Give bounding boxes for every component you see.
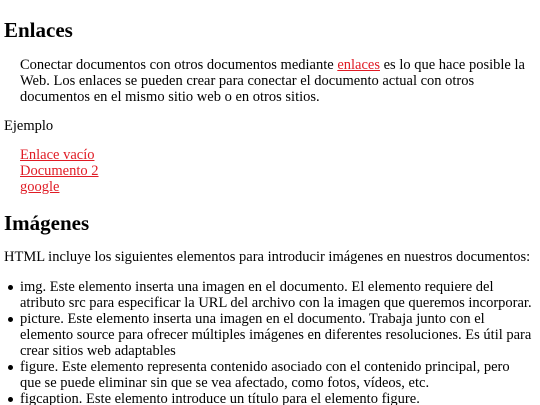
enlaces-heading: Enlaces <box>4 18 73 42</box>
link-google[interactable]: google <box>20 179 60 195</box>
link-documento-2[interactable]: Documento 2 <box>20 163 99 179</box>
enlaces-inline-link[interactable]: enlaces <box>337 57 380 73</box>
example-label: Ejemplo <box>4 118 54 134</box>
image-elements-list <box>4 279 534 405</box>
imagenes-heading: Imágenes <box>4 211 90 235</box>
imagenes-intro-paragraph: HTML incluye los siguientes elementos para introducir imágenes en nuestros documentos: <box>4 249 531 265</box>
intro-text-after: es lo que hace posible la Web. Los enlaces se pueden crear para conectar el documento actual con otros documentos en el mismo sitio web o en otros sitios. <box>20 57 525 105</box>
list-item-figcaption: figcaption. Este elemento introduce un título para el elemento figure. <box>20 391 534 405</box>
list-item-img: img. Este elemento inserta una imagen en el documento. El elemento requiere del atributo src para especificar la URL del archivo con la imagen que queremos incorporar. <box>20 279 534 311</box>
enlaces-intro-paragraph <box>20 57 535 105</box>
link-enlace-vacio[interactable]: Enlace vacío <box>20 147 95 163</box>
list-item-picture: picture. Este elemento inserta una imagen en el documento. Trabaja junto con el elemento source para ofrecer múltiples imágenes en diferentes resoluciones. Es útil para crear sitios web adaptables <box>20 311 534 359</box>
list-item-figure: figure. Este elemento representa contenido asociado con el contenido principal, pero que se puede eliminar sin que se vea afectado, como fotos, vídeos, etc. <box>20 359 534 391</box>
intro-text-before: Conectar documentos con otros documentos mediante <box>20 57 338 73</box>
example-link-list <box>20 147 99 195</box>
